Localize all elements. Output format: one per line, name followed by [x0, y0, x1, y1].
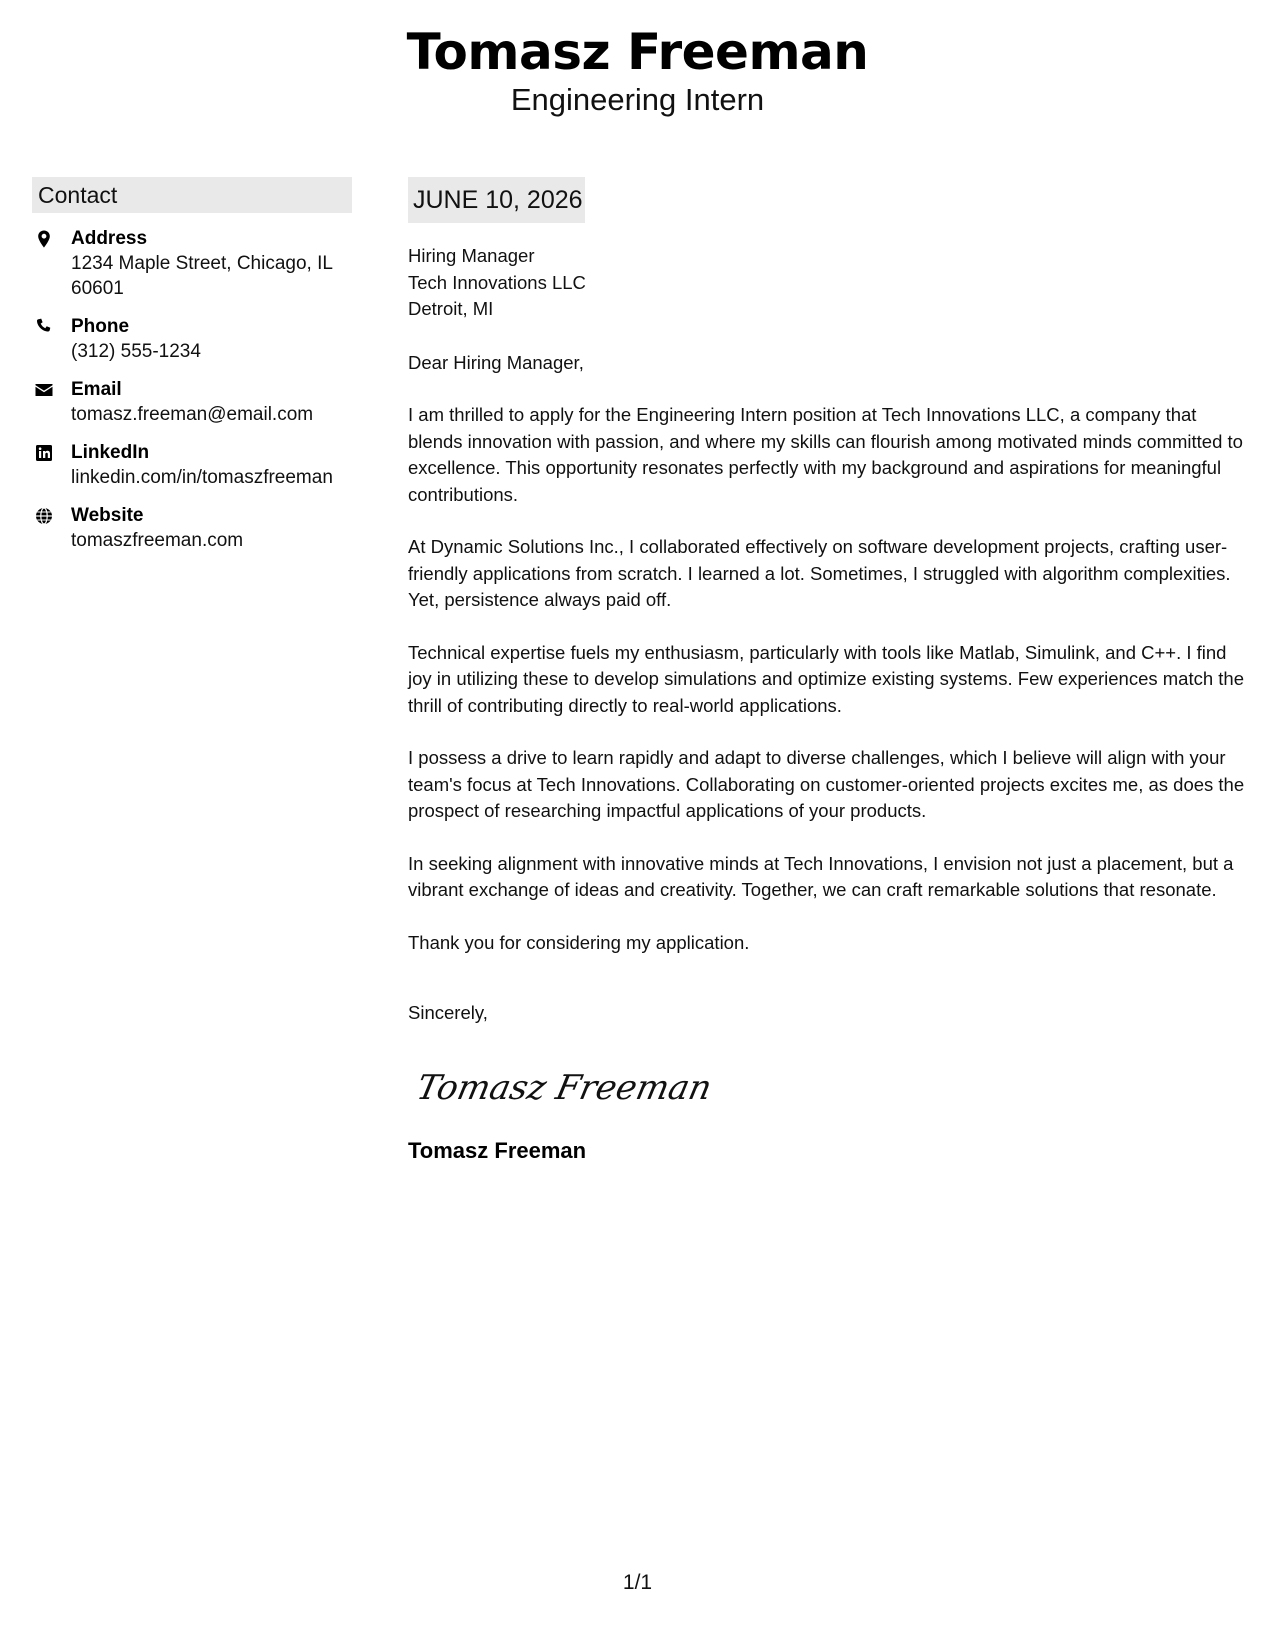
letter-body — [408, 177, 1253, 1165]
contact-value-address: 1234 Maple Street, Chicago, IL 60601 — [71, 253, 333, 299]
handwritten-signature — [412, 1057, 716, 1117]
contact-value-phone: (312) 555-1234 — [71, 341, 201, 362]
applicant-job-title: Engineering Intern — [510, 82, 765, 117]
map-pin-icon — [34, 229, 54, 249]
letter-paragraph: I possess a drive to learn rapidly and adapt to diverse challenges, which I believe will align with your team's focus at Tech Innovations. Collaborating on customer-oriented projects excites me, as does the prospect of researching impactful applications of your products. — [408, 747, 1245, 821]
page-number: 1/1 — [622, 1571, 653, 1594]
contact-label-linkedin: LinkedIn — [71, 442, 150, 463]
recipient-block — [408, 243, 1253, 323]
letter-paragraph: Technical expertise fuels my enthusiasm, particularly with tools like Matlab, Simulink, and C++. I find joy in utilizing these to develop simulations and optimize existing systems. Few experiences match the thrill of contributing directly to real-world applications. — [408, 641, 1244, 716]
contact-label-phone: Phone — [71, 316, 130, 337]
letter-thanks: Thank you for considering my application. — [408, 931, 750, 953]
contact-value-linkedin[interactable]: linkedin.com/in/tomaszfreeman — [71, 467, 333, 488]
envelope-icon — [34, 380, 54, 400]
phone-icon — [34, 317, 54, 337]
signed-name: Tomasz Freeman — [408, 1137, 587, 1163]
letter-greeting: Dear Hiring Manager, — [408, 351, 584, 373]
letter-paragraph: At Dynamic Solutions Inc., I collaborated effectively on software development projects, crafting user-friendly applications from scratch. I learned a lot. Sometimes, I struggled with algorithm complexities. Yet, persistence always paid off. — [408, 536, 1231, 610]
recipient-line: Hiring Manager — [408, 245, 535, 266]
letter-signoff: Sincerely, — [408, 1002, 488, 1023]
letter-date: JUNE 10, 2026 — [408, 177, 585, 223]
contact-item-linkedin — [32, 441, 352, 490]
recipient-line: Tech Innovations LLC — [408, 271, 586, 293]
letter-header — [0, 22, 1275, 118]
contact-item-phone — [32, 315, 352, 364]
svg-text:Tomasz Freeman: Tomasz Freeman — [413, 1067, 716, 1108]
contact-item-website — [32, 504, 352, 553]
contact-label-email: Email — [71, 379, 122, 400]
contact-value-email[interactable]: tomasz.freeman@email.com — [71, 404, 314, 425]
linkedin-icon — [34, 443, 54, 463]
letter-paragraph: I am thrilled to apply for the Engineering Intern position at Tech Innovations LLC, a company that blends innovation with passion, and where my skills can flourish among motivated minds committed to excellence. This opportunity resonates perfectly with my background and aspirations for meaningful contributions. — [408, 404, 1243, 505]
contact-value-website[interactable]: tomaszfreeman.com — [71, 530, 244, 551]
applicant-name: Tomasz Freeman — [406, 23, 869, 81]
contact-label-address: Address — [71, 228, 148, 249]
recipient-line: Detroit, MI — [408, 298, 494, 319]
contact-label-website: Website — [71, 505, 144, 526]
contact-item-address — [32, 227, 352, 301]
contact-item-email — [32, 378, 352, 427]
contact-sidebar — [32, 177, 352, 553]
letter-paragraph: In seeking alignment with innovative minds at Tech Innovations, I envision not just a placement, but a vibrant exchange of ideas and creativity. Together, we can craft remarkable solutions that resonate. — [408, 852, 1234, 900]
globe-icon — [34, 506, 54, 526]
contact-heading: Contact — [32, 177, 352, 213]
